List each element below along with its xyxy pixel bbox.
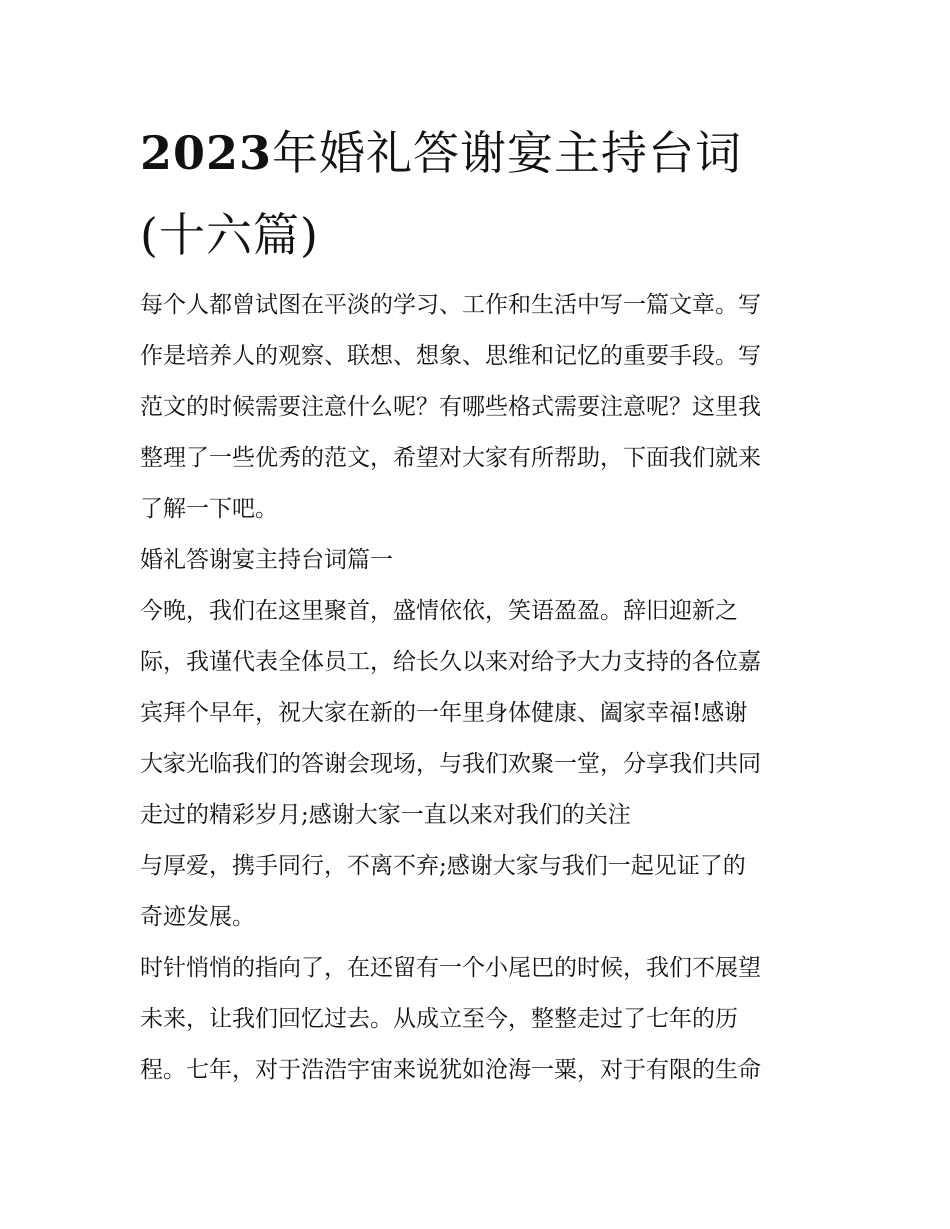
text-line: 范文的时候需要注意什么呢？有哪些格式需要注意呢？这里我 [140, 394, 761, 420]
paragraph-1 [140, 586, 830, 841]
title-text: 年婚礼答谢宴主持台词 [272, 126, 743, 180]
text-line: 未来，让我们回忆过去。从成立至今，整整走过了七年的历 [140, 1006, 738, 1032]
document-title [140, 112, 830, 276]
section-heading-text: 婚礼答谢宴主持台词篇一 [140, 547, 393, 573]
text-line: 奇迹发展。 [140, 904, 255, 930]
title-line-2: (十六篇) [140, 208, 319, 262]
text-line: 大家光临我们的答谢会现场，与我们欢聚一堂，分享我们共同 [140, 751, 761, 777]
text-line: 整理了一些优秀的范文，希望对大家有所帮助，下面我们就来 [140, 445, 761, 471]
text-line: 程。七年，对于浩浩宇宙来说犹如沧海一粟，对于有限的生命 [140, 1057, 761, 1083]
text-line: 时针悄悄的指向了，在还留有一个小尾巴的时候，我们不展望 [140, 955, 761, 981]
text-line: 今晚，我们在这里聚首，盛情依依，笑语盈盈。辞旧迎新之 [140, 598, 738, 624]
text-line: 宾拜个早年，祝大家在新的一年里身体健康、阖家幸福!感谢 [140, 700, 748, 726]
text-line: 了解一下吧。 [140, 496, 278, 522]
title-year: 2023 [140, 126, 273, 180]
text-line: 作是培养人的观察、联想、想象、思维和记忆的重要手段。写 [140, 343, 761, 369]
text-line: 走过的精彩岁月;感谢大家一直以来对我们的关注 [140, 802, 631, 828]
intro-paragraph [140, 280, 830, 535]
document-content [140, 112, 830, 1096]
text-line: 每个人都曾试图在平淡的学习、工作和生活中写一篇文章。写 [140, 292, 761, 318]
paragraph-2 [140, 841, 830, 943]
text-line: 际，我谨代表全体员工，给长久以来对给予大力支持的各位嘉 [140, 649, 761, 675]
section-heading [140, 535, 830, 586]
text-line: 与厚爱，携手同行，不离不弃;感谢大家与我们一起见证了的 [140, 853, 746, 879]
title-line-1 [140, 112, 830, 194]
paragraph-3 [140, 943, 830, 1096]
